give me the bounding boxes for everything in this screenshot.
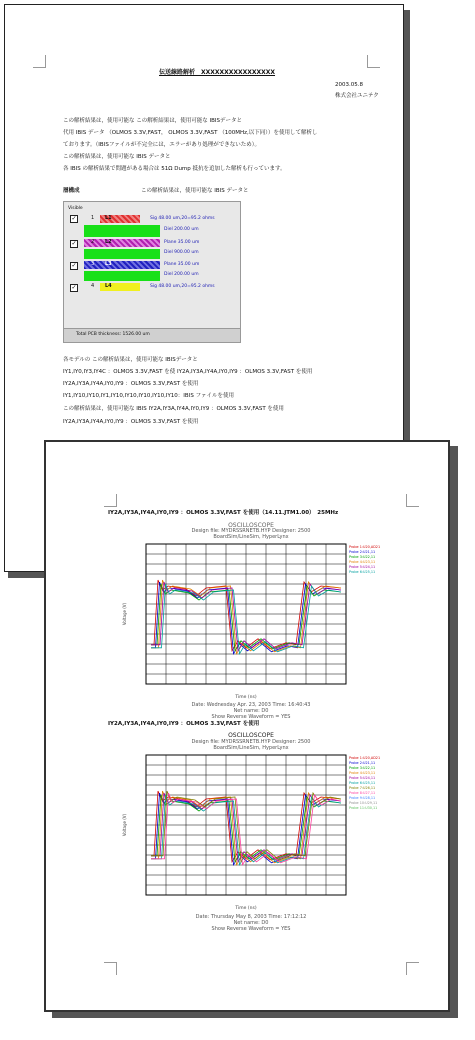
visible-label: Visible	[68, 206, 83, 211]
legend-entry: Probe 2:U21,11	[349, 761, 376, 765]
stackup-heading: 層構成	[63, 188, 80, 194]
chart-subtitle: BoardSim/LineSim, HyperLynx	[213, 534, 289, 540]
layer-visible-checkbox[interactable]: ✓	[71, 240, 77, 247]
legend-entry: Probe 11:U30,11	[349, 806, 378, 810]
stackup-caption: この解析結果は，使用可能な IBIS データと	[141, 188, 249, 194]
chart-footer: Show Reverse Waveform = YES	[211, 926, 291, 932]
note-line: 各モデルの この解析結果は，使用可能な IBISデータと	[63, 357, 198, 363]
legend-entry: Probe 1:U20,AD21	[349, 545, 381, 549]
chart-footer: Net name: D0	[233, 920, 269, 926]
chart-footer: Show Reverse Waveform = YES	[211, 714, 291, 720]
layer-tag: L2	[105, 239, 112, 245]
legend-entry: Probe 10:U29,11	[349, 801, 378, 805]
layer-desc: Plane 35.00 um	[164, 240, 200, 245]
legend-entry: Probe 6:U25,11	[349, 781, 376, 785]
chart1-heading: IY2A,IY3A,IY4A,IY0,IY9 ：OLMOS 3.3V,FAST を使用（14.11.JTM1.00） 25MHz	[108, 510, 339, 516]
layer-desc: Plane 35.00 um	[164, 262, 200, 267]
legend-entry: Probe 8:U27,11	[349, 791, 376, 795]
paragraph-line: 各 IBIS の解析結果で問題がある場合は 51Ω Dump 抵抗を追加した解析も行っています。	[63, 166, 286, 172]
doc-date: 2003.05.8	[335, 82, 363, 88]
layer-number: 1	[91, 215, 95, 221]
chart-title: OSCILLOSCOPE	[228, 522, 274, 529]
doc-header-title: 伝送線路解析 XXXXXXXXXXXXXXXX	[159, 69, 276, 76]
chart-subtitle: Design file: MYDRSSRNETB.HYP Designer: 2500	[191, 528, 311, 534]
layer-number: 2	[91, 239, 95, 245]
x-axis-label: Time (ns)	[235, 695, 257, 700]
dielectric-bar	[84, 271, 160, 281]
legend-entry: Probe 6:U25,11	[349, 570, 376, 574]
legend-entry: Probe 5:U24,11	[349, 776, 376, 780]
chart-title: OSCILLOSCOPE	[228, 732, 274, 739]
layer-bar-l3	[84, 261, 160, 269]
chart-subtitle: Design file: MYDRSSRNETB.HYP Designer: 2500	[191, 739, 311, 745]
legend-entry: Probe 1:U20,AD21	[349, 756, 381, 760]
oscilloscope-chart-2	[116, 751, 406, 913]
legend-entry: Probe 7:U26,11	[349, 786, 376, 790]
oscilloscope-chart-1	[116, 540, 406, 702]
legend-entry: Probe 4:U23,11	[349, 560, 376, 564]
legend-entry: Probe 2:U21,11	[349, 550, 376, 554]
legend-entry: Probe 9:U28,11	[349, 796, 376, 800]
note-line: IY2A,IY3A,IY4A,IY0,IY9 ：OLMOS 3.3V,FAST を使用	[63, 381, 199, 387]
layer-desc: Sig 48.00 um,20=95.2 ohms	[150, 216, 215, 221]
layer-desc: Diel 200.00 um	[164, 227, 199, 232]
layer-desc: Sig 48.00 um,20=95.2 ohms	[150, 284, 215, 289]
document-page-2	[44, 440, 450, 1012]
layer-tag: L1	[105, 215, 112, 221]
chart2-heading: IY2A,IY3A,IY4A,IY0,IY9 ：OLMOS 3.3V,FAST を使用	[108, 721, 260, 727]
note-line: IY1,IY10,IY10,IY1,IY10,IY10,IY10,IY10,IY10：IBIS ファイルを使用	[63, 393, 234, 399]
layer-visible-checkbox[interactable]: ✓	[71, 284, 77, 291]
dielectric-bar	[84, 225, 160, 237]
paragraph-line: この解析結果は，使用可能な この解析結果は，使用可能な IBISデータと	[63, 118, 243, 124]
note-line: この解析結果は，使用可能な IBIS IY2A,IY3A,IY4A,IY0,IY9 ：OLMOS 3.3V,FAST を使用	[63, 406, 284, 412]
layer-number: 3	[91, 261, 95, 267]
layer-tag: L3	[105, 261, 112, 267]
layer-tag: L4	[105, 283, 112, 289]
paragraph-line: ております。（IBISファイルが不完全には，エラーがあり処理ができないため）。	[63, 142, 260, 148]
layer-bar-l2	[84, 239, 160, 247]
legend-entry: Probe 4:U23,11	[349, 771, 376, 775]
doc-company: 株式会社ユニテク	[335, 93, 379, 99]
legend-entry: Probe 5:U24,11	[349, 565, 376, 569]
chart-footer: Date: Wednesday Apr. 23, 2003 Time: 16:40:43	[191, 702, 311, 708]
dielectric-bar	[84, 249, 160, 259]
layer-visible-checkbox[interactable]: ✓	[71, 215, 77, 222]
legend-entry: Probe 3:U22,11	[349, 766, 376, 770]
layer-desc: Diel 900.00 um	[164, 250, 199, 255]
x-axis-label: Time (ns)	[235, 906, 257, 911]
legend-entry: Probe 3:U22,11	[349, 555, 376, 559]
chart-subtitle: BoardSim/LineSim, HyperLynx	[213, 745, 289, 751]
layer-visible-checkbox[interactable]: ✓	[71, 262, 77, 269]
total-thickness: Total PCB thickness: 1526.00 um	[76, 332, 150, 337]
note-line: IY2A,IY3A,IY4A,IY0,IY9 ：OLMOS 3.3V,FAST を使用	[63, 419, 199, 425]
layer-number: 4	[91, 283, 95, 289]
stackup-panel	[63, 201, 241, 343]
y-axis-label: Voltage (V)	[122, 813, 127, 837]
layer-desc: Diel 200.00 um	[164, 272, 199, 277]
chart-footer: Net name: D0	[233, 708, 269, 714]
note-line: IY1,IY0,IY3,IY4C ：OLMOS 3.3V,FAST を使 IY2A,IY3A,IY4A,IY0,IY9 ：OLMOS 3.3V,FAST を使用	[63, 369, 313, 375]
y-axis-label: Voltage (V)	[122, 602, 127, 626]
paragraph-line: この解析結果は，使用可能な IBIS データと	[63, 154, 171, 160]
chart-footer: Date: Thursday May 8, 2003 Time: 17:12:12	[195, 914, 307, 920]
paragraph-line: 代用 IBIS データ （OLMOS 3.3V,FAST， OLMOS 3.3V,FAST （100MHz,以下同））を使用して解析し	[63, 130, 318, 136]
